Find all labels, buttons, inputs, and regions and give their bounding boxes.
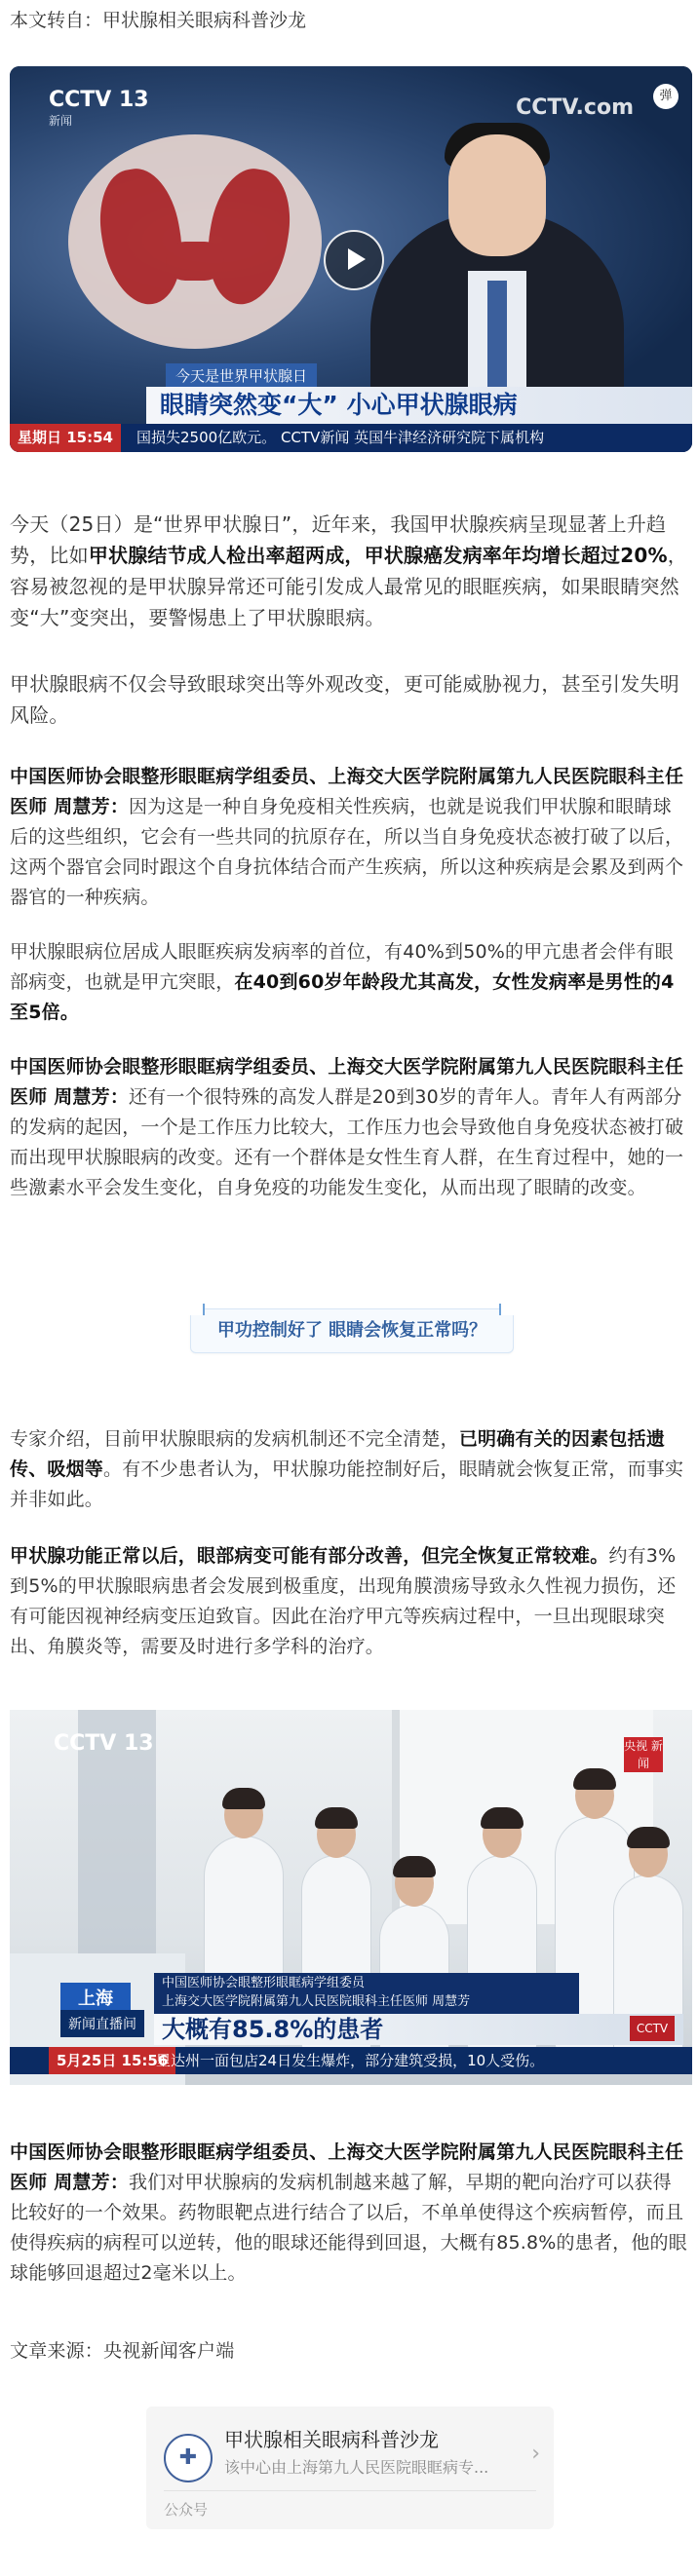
paragraph-risk: 甲状腺眼病不仅会导致眼球突出等外观改变，更可能威胁视力，甚至引发失明风险。	[10, 672, 679, 727]
ticker-text: 国损失2500亿欧元。 CCTV新闻 英国牛津经济研究院下属机构	[136, 429, 545, 446]
channel-logo: CCTV 13 新闻	[49, 88, 149, 128]
paragraph-quote-3: 中国医师协会眼整形眼眶病学组委员、上海交大医学院附属第九人民医院眼科主任医师 周慧芳：我们对甲状腺病的发病机制越来越了解，早期的靶向治疗可以获得比较好的一个效果。药物眼靶点进行结合了以后，不单单使得这个疾病暂停，而且使得疾病的病程可以逆转，他的眼球还能得到回退，大概有85.8%的患者，他的眼球能够回退超过2毫米以上。	[10, 2141, 687, 2284]
video-headline: 眼睛突然变“大” 小心甲状腺眼病	[146, 387, 692, 424]
news-ticker	[10, 2047, 692, 2074]
danmu-toggle-button[interactable]: 弹	[653, 84, 679, 109]
account-card[interactable]	[146, 2406, 554, 2529]
account-description: 该中心由上海第九人民医院眼眶病专...	[224, 2458, 489, 2477]
paragraph-quote-2: 中国医师协会眼整形眼眶病学组委员、上海交大医学院附属第九人民医院眼科主任医师 周慧芳：还有一个很特殊的高发人群是20到30岁的青年人。青年人有两部分的发病的起因，一个是工作压力比较大，工作压力也会导致他自身免疫状态被打破而出现甲状腺眼病的改变。还有一个群体是女性生育人群，在生育过程中，她的一些激素水平会发生变化，自身免疫的功能发生变化，从而出现了眼睛的改变。	[10, 1056, 684, 1198]
video-player-2[interactable]	[10, 1710, 692, 2085]
play-icon[interactable]	[324, 230, 384, 290]
source-line: 本文转自：甲状腺相关眼病科普沙龙	[10, 10, 307, 31]
lower-third-tag: 今天是世界甲状腺日	[166, 363, 317, 388]
cctv-news-logo: 央视 新闻	[624, 1739, 663, 1770]
ticker-time: 5月25日 15:56	[49, 2047, 175, 2074]
account-type: 公众号	[164, 2501, 209, 2519]
source-credit: 文章来源：央视新闻客户端	[10, 2340, 235, 2362]
paragraph-recovery: 甲状腺功能正常以后，眼部病变可能有部分改善，但完全恢复正常较难。约有3%到5%的甲状腺眼病患者会发展到极重度，出现角膜溃疡导致永久性视力损伤，还有可能因视神经病变压迫致盲。因此在治疗甲亢等疾病过程中，一旦出现眼球突出、角膜炎等，需要及时进行多学科的治疗。	[10, 1545, 677, 1657]
chevron-right-icon: ›	[531, 2442, 540, 2466]
city-tag: 上海	[60, 1983, 131, 2012]
cctv-badge: CCTV	[630, 2016, 675, 2041]
watermark-logo: CCTV.com	[516, 95, 634, 120]
account-name: 甲状腺相关眼病科普沙龙	[224, 2428, 439, 2451]
video-caption: 大概有85.8%的患者	[154, 2014, 683, 2045]
ticker-time: 星期日 15:54	[10, 424, 121, 452]
program-tag: 新闻直播间	[60, 2010, 144, 2037]
speaker-caption: 中国医师协会眼整形眼眶病学组委员 上海交大医学院附属第九人民医院眼科主任医师 周慧芳	[154, 1973, 579, 2014]
paragraph-intro: 今天（25日）是“世界甲状腺日”，近年来，我国甲状腺疾病呈现显著上升趋势，比如甲状腺结节成人检出率超两成，甲状腺癌发病率年均增长超过20%，容易被忽视的是甲状腺异常还可能引发成人最常见的眼眶疾病，如果眼睛突然变“大”变突出，要警惕患上了甲状腺眼病。	[10, 512, 687, 629]
paragraph-quote-1: 中国医师协会眼整形眼眶病学组委员、上海交大医学院附属第九人民医院眼科主任医师 周慧芳：因为这是一种自身免疫相关性疾病，也就是说我们甲状腺和眼睛球后的这些组织，它会有一些共同的抗原存在，所以当自身免疫状态被打破了以后，这两个器官会同时跟这个自身抗体结合而产生疾病，所以这种疾病是会累及到两个器官的一种疾病。	[10, 766, 684, 908]
video-player-1[interactable]	[10, 66, 692, 452]
thyroid-illustration	[68, 134, 322, 349]
paragraph-incidence: 甲状腺眼病位居成人眼眶疾病发病率的首位，有40%到50%的甲亢患者会伴有眼部病变，也就是甲亢突眼，在40到60岁年龄段尤其高发，女性发病率是男性的4至5倍。	[10, 941, 675, 1023]
paragraph-mechanism: 专家介绍，目前甲状腺眼病的发病机制还不完全清楚，已明确有关的因素包括遗传、吸烟等。有不少患者认为，甲状腺功能控制好后，眼睛就会恢复正常，而事实并非如此。	[10, 1428, 684, 1510]
account-logo-icon	[164, 2434, 213, 2482]
news-ticker	[10, 424, 692, 452]
section-subheading: 甲功控制好了 眼睛会恢复正常吗？	[190, 1308, 514, 1353]
channel-logo: CCTV 13	[54, 1731, 154, 1756]
ticker-text: 里达州一面包店24日发生爆炸，部分建筑受损，10人受伤。	[156, 2052, 545, 2069]
